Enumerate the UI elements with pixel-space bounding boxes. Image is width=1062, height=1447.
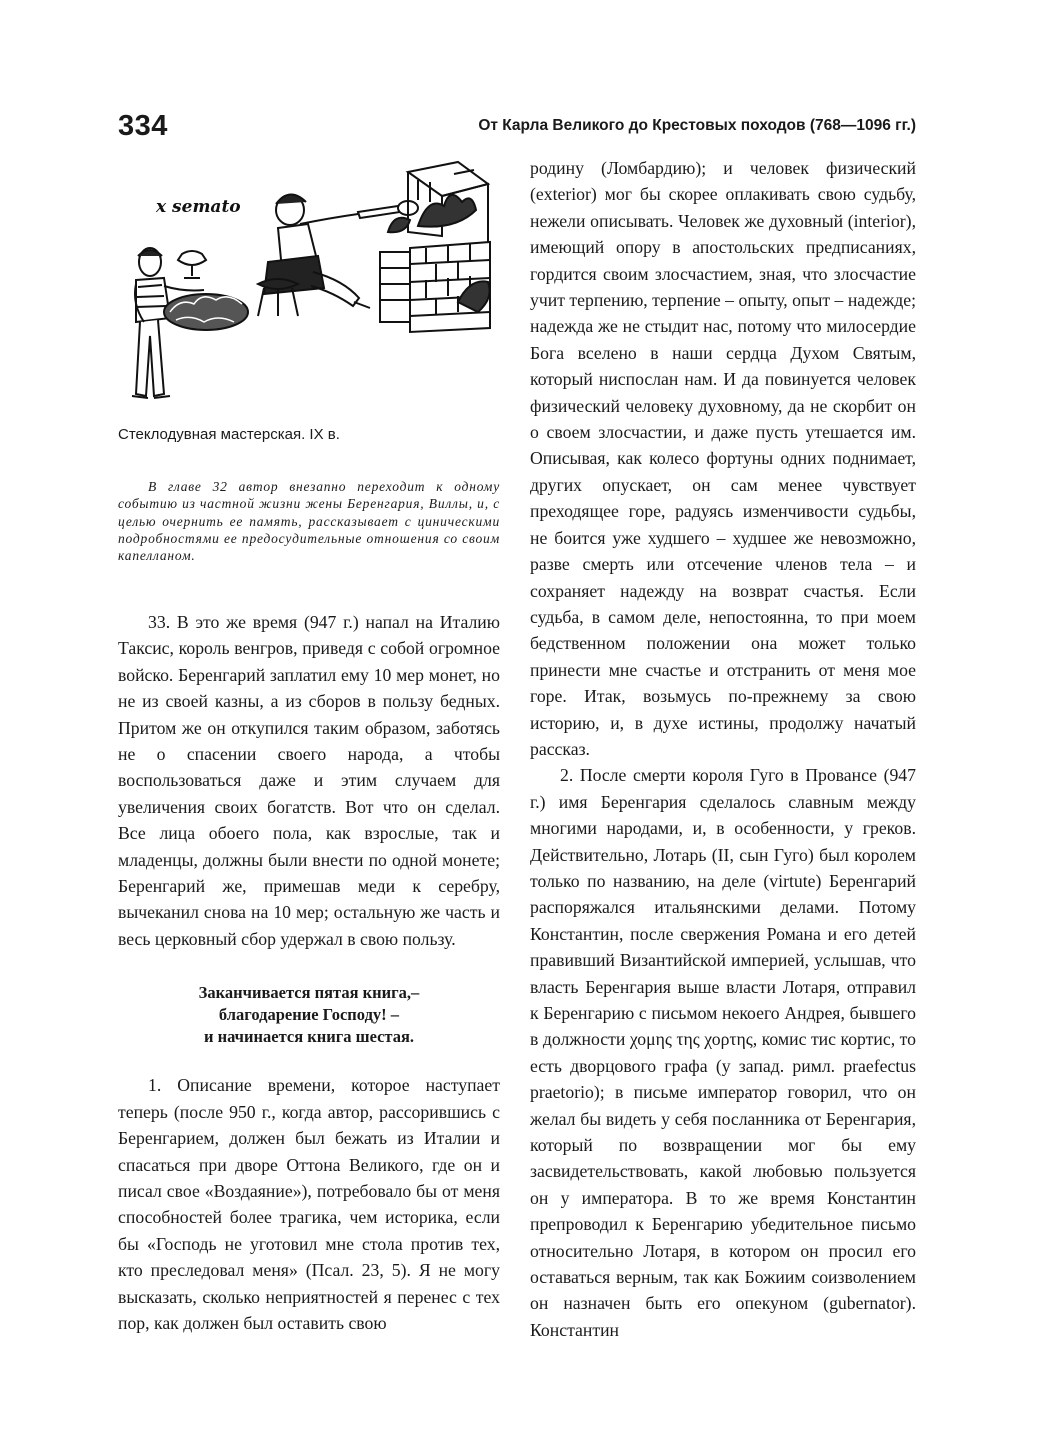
figure-inscription: x semato: [156, 197, 241, 217]
furnace: [380, 162, 490, 332]
right-column: [530, 155, 916, 1343]
stool: [258, 279, 298, 289]
editor-note: В главе 32 автор внезапно переходит к одному событию из частной жизни жены Беренгария, Виллы, и, с целью очернить ее память, рассказывает с циническими подробностями ее предосудительные отношения со своим капелланом.: [118, 479, 500, 564]
book-heading: [118, 982, 500, 1048]
page-number: 334: [118, 110, 168, 142]
left-column: [118, 609, 500, 1336]
paragraph-33: 33. В это же время (947 г.) напал на Италию Таксис, король венгров, приведя с собой огромное войско. Беренгарий заплатил ему 10 мер монет, но не из своей казны, а из сборов в пользу бедных. Притом же он откупился таким образом, заботясь не о спасении своего народа, а чтобы воспользоваться даже и этим случаем для увеличения своих богатств. Вот что он сделал. Все лица обоего пола, как взрослые, так и младенцы, должны были внести по одной монете; Беренгарий же, примешав меди к серебру, вычеканил снова на 10 мер; остальную же часть и весь церковный сбор удержал в свою пользу.: [118, 612, 500, 949]
paragraph-1: 1. Описание времени, которое наступает теперь (после 950 г., когда автор, рассорившись с Беренгарием, должен был бежать из Италии и спасаться при дворе Оттона Великого, где он и писал свое «Воздаяние»), потребовало бы от меня способностей более трагика, чем историка, если бы «Господь не уготовил мне стола против тех, кто преследовал меня» (Псал. 23, 5). Я не могу высказать, сколько неприятностей я перенес с тех пор, как должен был оставить свою: [118, 1075, 500, 1333]
figure-caption: Стеклодувная мастерская. IX в.: [118, 426, 340, 443]
paragraph-2: 2. После смерти короля Гуго в Провансе (947 г.) имя Беренгария сделалось славным между многими народами, и, в особенности, у греков. Действительно, Лотарь (II, сын Гуго) был королем только по названию, на деле (virtute) Беренгарий распоряжался итальянскими делами. Потому Константин, после свержения Романа и его детей правивший Византийской империей, услышав, что власть Беренгария выше власти Лотаря, отправил к Беренгарию с письмом некоего Андрея, бывшего в должности χομης της χορτης, комис тис кортис, то есть дворцового графа (у запад. римл. praefectus praetorio); в письме император говорил, что он желал бы видеть у себя посланника от Беренгария, который по возвращении мог бы ему засвидетельствовать, какой любовью пользуется он у императора. В то же время Константин препроводил к Беренгарию убедительное письмо относительно Лотаря, в котором он просил его оставаться верным, так как Божиим соизволением он назначен быть его опекуном (gubernator). Константин: [530, 765, 916, 1340]
heading-line: и начинается книга шестая.: [203, 1027, 415, 1047]
heading-line: Заканчивается пятая книга,–: [198, 983, 420, 1003]
glassblowing-illustration: [118, 152, 508, 422]
running-title: От Карла Великого до Крестовых походов (768—1096 гг.): [478, 117, 916, 134]
glass-heap: [164, 294, 248, 330]
paragraph-continued: родину (Ломбардию); и человек физический (exterior) мог бы скорее оплакивать свою судьбу, нежели описывать. Человек же духовный (interior), имеющий опору в апостольских предписаниях, гордится своим злосчастием, зная, что злосчастие учит терпению, терпение – опыту, опыт – надежде; надежда же не стыдит нас, потому что милосердие Бога вселено в наши сердца Духом Святым, который ниспослан нам. И да повинуется человек физический человеку духовному, да не скорбит он о своем злосчастии, и даже пусть утешается им. Описывая, как колесо фортуны одних поднимает, других опускает, он сам менее чувствует преходящее горе, радуясь изменчивости судьбы, не боится уже худшего – худшее же невозможно, разве смерть или отсечение членов тела – и сохраняет надежду на возврат счастья. Если судьба, в самом деле, непостоянна, то при моем бедственном положении она может только принести мне счастье и отстранить от меня мое горе. Итак, возьмусь по-прежнему за свою историю, и, в духе истины, продолжу начатый рассказ.: [530, 158, 916, 759]
blowpipe: [358, 206, 400, 218]
heading-line: благодарение Господу! –: [218, 1005, 400, 1025]
goblet: [178, 251, 206, 265]
